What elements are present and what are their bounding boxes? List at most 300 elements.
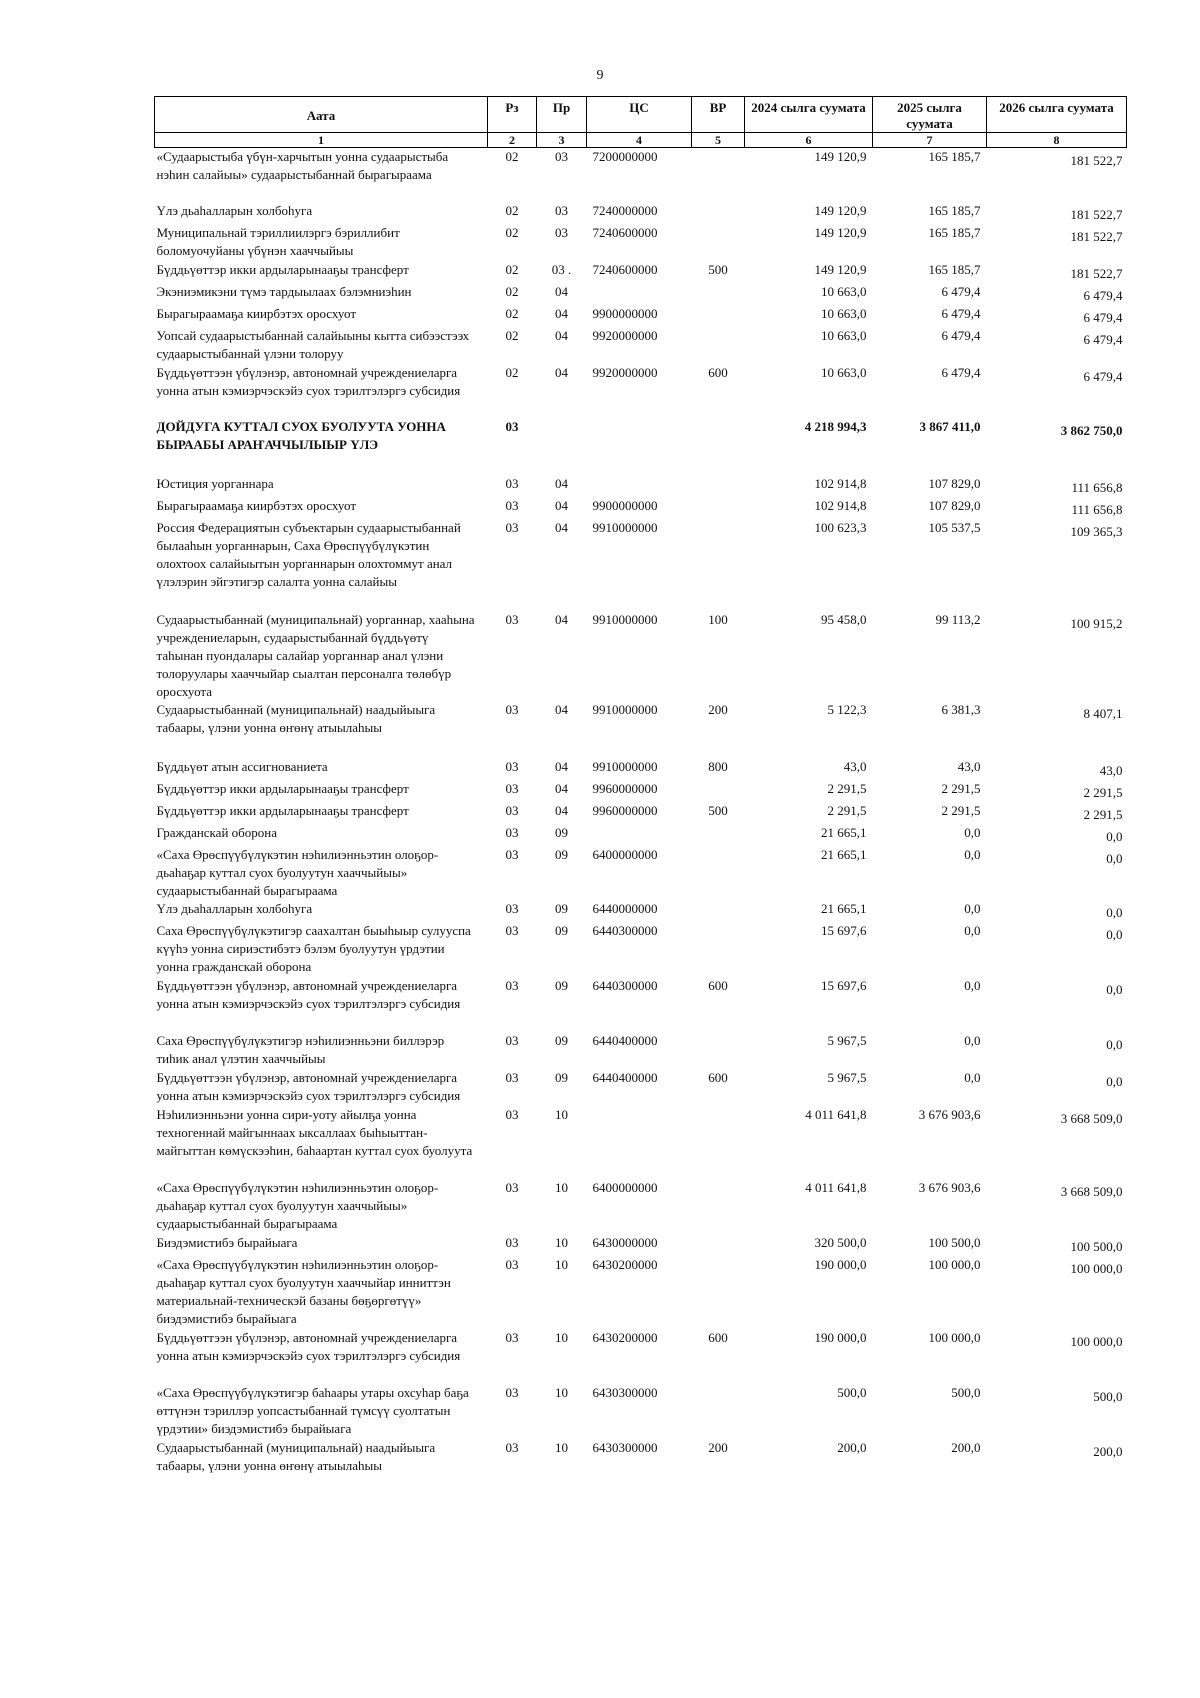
row-value-2025: 165 185,7	[928, 149, 981, 164]
row-value-2025: 500,0	[951, 1384, 981, 1400]
row-cs: 9960000000	[592, 802, 658, 818]
row-pr: 09	[555, 922, 568, 938]
table-row	[155, 1439, 1127, 1496]
row-name: Үлэ дьаһалларын холбоһуга	[156, 900, 313, 916]
column-number-row	[155, 133, 1127, 148]
row-value-2024: 4 218 994,3	[804, 418, 867, 434]
row-value-2024: 320 500,0	[814, 1234, 867, 1250]
row-value-2025: 100 000,0	[928, 1256, 981, 1272]
row-rz: 03	[505, 1329, 519, 1345]
row-name: Саха Өрөспүүбүлүкэтигэр саахалтан быыһыыр сулууспа күүһэ уонна сириэстибэтэ бэлэм буолуутун үрдэтии уонна гражданскай оборона	[156, 922, 471, 974]
row-value-2025: 0,0	[964, 922, 981, 938]
row-name: Бүддьүөттээн үбүлэнэр, автономнай учреждениеларга уонна атын кэмиэрчэскэйэ суох тэрилтэлэргэ субсидия	[156, 1069, 461, 1103]
row-value-2025: 100 000,0	[928, 1329, 981, 1345]
row-value-2025: 6 479,4	[941, 364, 981, 380]
row-value-2024: 10 663,0	[821, 364, 867, 380]
column-number: 6	[745, 133, 873, 148]
row-vr: 500	[708, 802, 728, 818]
row-cs: 6400000000	[592, 846, 658, 862]
column-number: 4	[587, 133, 692, 148]
row-value-2026: 111 656,8	[1071, 479, 1123, 495]
row-value-2026: 500,0	[1093, 1388, 1123, 1404]
row-value-2025: 6 479,4	[941, 327, 981, 343]
row-rz: 03	[505, 780, 519, 796]
row-pr: 10	[555, 1179, 568, 1195]
row-pr: 03	[555, 149, 568, 164]
row-pr: 04	[555, 611, 568, 627]
row-value-2025: 200,0	[951, 1439, 981, 1455]
row-rz: 03	[505, 846, 519, 862]
header-2024: 2024 сылга суумата	[745, 97, 873, 133]
row-cs: 6440000000	[592, 900, 658, 916]
row-rz: 03	[505, 519, 519, 535]
row-pr: 04	[555, 497, 568, 513]
row-value-2026: 109 365,3	[1070, 523, 1123, 539]
row-pr: 10	[555, 1439, 568, 1455]
row-value-2026: 6 479,4	[1083, 331, 1123, 347]
row-cs: 6440300000	[592, 922, 658, 938]
row-pr: 09	[555, 1069, 568, 1085]
row-vr	[692, 148, 745, 202]
row-name: Юстиция уорганнара	[156, 475, 274, 491]
row-value-2025: 3 676 903,6	[918, 1106, 981, 1122]
row-value-2026: 3 862 750,0	[1060, 422, 1123, 438]
budget-table-wrapper	[154, 96, 1126, 1496]
row-cs: 6440300000	[592, 977, 658, 993]
row-rz: 03	[505, 922, 519, 938]
row-vr	[692, 305, 745, 327]
row-pr: 04	[555, 780, 568, 796]
table-row	[155, 1179, 1127, 1234]
table-row	[155, 1069, 1127, 1106]
row-rz: 03	[505, 824, 519, 840]
row-value-2026: 200,0	[1093, 1443, 1123, 1459]
column-number: 2	[488, 133, 537, 148]
row-rz: 03	[505, 1032, 519, 1048]
row-rz: 03	[505, 1234, 519, 1250]
row-name: Уопсай судаарыстыбаннай салайыыны кытта сибээстээх судаарыстыбаннай үлэни толоруу	[156, 327, 470, 361]
row-pr: 09	[555, 824, 568, 840]
row-value-2025: 3 676 903,6	[918, 1179, 981, 1195]
row-name: «Саха Өрөспүүбүлүкэтин нэһилиэнньэтин олоҕор-дьаһаҕар куттал суох буолуутун хааччыйар инниттэн материальнай-техническэй базаны бөҕөргөтүү» биэдэмистибэ бырайыага	[156, 1256, 451, 1326]
row-value-2024: 500,0	[837, 1384, 867, 1400]
row-vr: 800	[708, 758, 728, 774]
row-rz: 03	[505, 802, 519, 818]
row-pr: 04	[555, 327, 568, 343]
table-row	[155, 758, 1127, 780]
header-2025: 2025 сылга суумата	[873, 97, 987, 133]
header-vr: ВР	[692, 97, 745, 133]
row-value-2026: 100 915,2	[1070, 615, 1123, 631]
row-vr	[692, 202, 745, 224]
row-value-2026: 3 668 509,0	[1060, 1110, 1123, 1126]
row-value-2026: 2 291,5	[1083, 784, 1123, 800]
row-pr: 04	[555, 519, 568, 535]
row-rz: 03	[505, 1069, 519, 1085]
table-row	[155, 824, 1127, 846]
row-vr	[692, 1256, 745, 1329]
row-cs: 6440400000	[592, 1069, 658, 1085]
row-cs	[587, 283, 692, 305]
row-vr	[692, 1179, 745, 1234]
row-value-2025: 3 867 411,0	[919, 418, 981, 434]
header-pr: Пр	[537, 97, 587, 133]
row-name: Судаарыстыбаннай (муниципальнай) наадыйыыга табаары, үлэни уонна өҥөнү атыылаһыы	[156, 1439, 436, 1473]
row-value-2026: 2 291,5	[1083, 806, 1123, 822]
row-pr: 10	[555, 1106, 568, 1122]
row-value-2024: 10 663,0	[821, 283, 867, 299]
row-value-2024: 21 665,1	[821, 824, 867, 840]
row-value-2025: 2 291,5	[941, 802, 981, 818]
row-value-2024: 190 000,0	[814, 1329, 867, 1345]
table-row	[155, 1106, 1127, 1179]
row-value-2026: 181 522,7	[1070, 228, 1123, 244]
row-name: Бүддьүөттэр икки ардыларынааҕы трансферт	[156, 802, 409, 818]
row-cs: 7240000000	[592, 202, 658, 218]
table-row	[155, 977, 1127, 1032]
row-vr	[692, 497, 745, 519]
row-vr	[692, 1032, 745, 1069]
row-value-2026: 3 668 509,0	[1060, 1183, 1123, 1199]
row-value-2025: 0,0	[964, 1032, 981, 1048]
row-pr: 04	[555, 283, 568, 299]
row-value-2024: 5 967,5	[827, 1069, 867, 1085]
row-vr	[692, 1234, 745, 1256]
row-name: «Судаарыстыба үбүн-харчытын уонна судаарыстыба нэһин салайыы» судаарыстыбаннай бырагыраама	[156, 149, 449, 182]
row-value-2025: 0,0	[964, 977, 981, 993]
row-value-2025: 107 829,0	[928, 497, 981, 513]
row-vr	[692, 475, 745, 497]
row-pr	[537, 418, 587, 475]
row-value-2026: 0,0	[1106, 904, 1123, 920]
row-vr	[692, 846, 745, 900]
header-row	[155, 97, 1127, 133]
row-rz: 03	[505, 1106, 519, 1122]
row-value-2026: 6 479,4	[1083, 368, 1123, 384]
row-vr: 600	[708, 977, 728, 993]
row-value-2024: 4 011 641,8	[805, 1179, 867, 1195]
row-value-2026: 100 000,0	[1070, 1260, 1123, 1276]
row-cs: 9960000000	[592, 780, 658, 796]
row-pr: 03 .	[551, 261, 572, 277]
row-name: Россия Федерациятын субъектарын судаарыстыбаннай былааһын уорганнарын, Саха Өрөспүүбүлүкэтин олохтоох салайыытын уорганнарын олохтоммут анал үлэлэрин эйгэтигэр салалта уонна салайыы	[156, 519, 461, 589]
row-rz: 03	[505, 611, 519, 627]
table-row	[155, 475, 1127, 497]
table-row	[155, 611, 1127, 701]
table-row	[155, 261, 1127, 283]
row-pr: 10	[555, 1256, 568, 1272]
row-vr: 200	[708, 1439, 728, 1455]
row-name: Саха Өрөспүүбүлүкэтигэр нэһилиэнньэни биллэрэр тиһик анал үлэтин хааччыйыы	[156, 1032, 445, 1066]
row-name: ДОЙДУГА КУТТАЛ СУОХ БУОЛУУТА УОННА БЫРААБЫ АРАҤАЧЧЫЛЫЫР ҮЛЭ	[156, 418, 446, 452]
row-value-2025: 6 479,4	[941, 305, 981, 321]
row-value-2024: 21 665,1	[821, 900, 867, 916]
row-cs: 9900000000	[592, 497, 658, 513]
row-value-2024: 5 967,5	[827, 1032, 867, 1048]
budget-table	[154, 96, 1127, 1496]
table-row	[155, 1329, 1127, 1384]
row-value-2025: 105 537,5	[928, 519, 981, 535]
row-cs: 6430300000	[592, 1384, 658, 1400]
row-value-2024: 102 914,8	[814, 497, 867, 513]
row-name: Бүддьүөттэр икки ардыларынааҕы трансферт	[156, 780, 409, 796]
table-row	[155, 1234, 1127, 1256]
row-vr	[692, 824, 745, 846]
row-vr	[692, 224, 745, 261]
row-rz: 03	[505, 475, 519, 491]
row-pr: 10	[555, 1329, 568, 1345]
row-vr: 200	[708, 701, 728, 717]
row-name: Бүддьүөттээн үбүлэнэр, автономнай учреждениеларга уонна атын кэмиэрчэскэйэ суох тэрилтэлэргэ субсидия	[156, 1329, 461, 1363]
row-vr: 600	[708, 364, 728, 380]
row-vr	[692, 327, 745, 364]
row-value-2024: 43,0	[843, 758, 867, 774]
row-cs	[587, 475, 692, 497]
row-cs: 6430200000	[592, 1329, 658, 1345]
row-pr: 04	[555, 364, 568, 380]
table-row	[155, 1384, 1127, 1439]
row-value-2026: 8 407,1	[1083, 705, 1123, 721]
table-row	[155, 780, 1127, 802]
table-row	[155, 202, 1127, 224]
header-2026: 2026 сылга суумата	[987, 97, 1127, 133]
table-row	[155, 802, 1127, 824]
table-row	[155, 497, 1127, 519]
row-value-2026: 0,0	[1106, 1036, 1123, 1052]
row-name: Судаарыстыбаннай (муниципальнай) наадыйыыга табаары, үлэни уонна өҥөнү атыылаһыы	[156, 701, 436, 735]
row-cs: 7240600000	[592, 261, 658, 277]
row-vr	[692, 1106, 745, 1179]
row-value-2026: 0,0	[1106, 1073, 1123, 1089]
column-number: 3	[537, 133, 587, 148]
row-name: «Саха Өрөспүүбүлүкэтин нэһилиэнньэтин олоҕор-дьаһаҕар куттал суох буолуутун хааччыйыы» судаарыстыбаннай бырагыраама	[156, 846, 439, 898]
row-value-2026: 181 522,7	[1070, 265, 1123, 281]
row-cs: 6430200000	[592, 1256, 658, 1272]
row-name: Бырагыраамаҕа киирбэтэх оросхуот	[156, 497, 357, 513]
row-value-2026: 100 000,0	[1070, 1333, 1123, 1349]
row-rz: 02	[505, 224, 519, 240]
row-cs: 6400000000	[592, 1179, 658, 1195]
row-name: Бүддьүөттээн үбүлэнэр, автономнай учреждениеларга уонна атын кэмиэрчэскэйэ суох тэрилтэлэргэ субсидия	[156, 364, 461, 398]
row-value-2025: 6 381,3	[941, 701, 981, 717]
row-vr	[692, 922, 745, 977]
column-number: 5	[692, 133, 745, 148]
row-cs: 9910000000	[592, 701, 658, 717]
row-value-2025: 165 185,7	[928, 261, 981, 277]
row-name: Муниципальнай тэриллиилэргэ бэриллибит боломуочуйаны үбүнэн хааччыйыы	[156, 224, 400, 258]
row-cs	[587, 1106, 692, 1179]
row-value-2026: 6 479,4	[1083, 309, 1123, 325]
row-value-2025: 0,0	[964, 1069, 981, 1085]
row-value-2024: 100 623,3	[814, 519, 867, 535]
row-cs: 7240600000	[592, 224, 658, 240]
row-value-2024: 15 697,6	[821, 977, 867, 993]
row-pr: 10	[555, 1234, 568, 1250]
row-cs: 6440400000	[592, 1032, 658, 1048]
row-pr: 09	[555, 846, 568, 862]
row-value-2025: 0,0	[964, 900, 981, 916]
row-value-2025: 107 829,0	[928, 475, 981, 491]
row-value-2025: 0,0	[964, 846, 981, 862]
row-rz: 02	[505, 305, 519, 321]
row-value-2024: 102 914,8	[814, 475, 867, 491]
row-rz: 02	[505, 261, 519, 277]
row-pr: 10	[555, 1384, 568, 1400]
row-name: Биэдэмистибэ бырайыага	[156, 1234, 298, 1250]
table-body	[155, 148, 1127, 1496]
row-pr: 04	[555, 802, 568, 818]
row-name: «Саха Өрөспүүбүлүкэтин нэһилиэнньэтин олоҕор-дьаһаҕар куттал суох буолуутун хааччыйыы» судаарыстыбаннай бырагыраама	[156, 1179, 439, 1231]
row-name: Экэниэмикэни түмэ тардыылаах бэлэмниэһин	[156, 283, 412, 299]
row-cs	[587, 824, 692, 846]
table-row	[155, 224, 1127, 261]
table-row	[155, 364, 1127, 418]
column-number: 8	[987, 133, 1127, 148]
row-value-2026: 0,0	[1106, 850, 1123, 866]
row-rz: 03	[505, 1439, 519, 1455]
row-value-2024: 21 665,1	[821, 846, 867, 862]
row-name: Бүддьүөттээн үбүлэнэр, автономнай учреждениеларга уонна атын кэмиэрчэскэйэ суох тэрилтэлэргэ субсидия	[156, 977, 461, 1011]
row-value-2024: 200,0	[837, 1439, 867, 1455]
row-vr	[692, 519, 745, 611]
row-cs: 9920000000	[592, 327, 658, 343]
row-pr: 04	[555, 701, 568, 717]
header-name: Аата	[155, 97, 488, 133]
row-cs: 7200000000	[592, 149, 658, 164]
row-value-2025: 2 291,5	[941, 780, 981, 796]
row-value-2026: 43,0	[1099, 762, 1123, 778]
row-value-2026: 181 522,7	[1070, 206, 1123, 222]
row-vr: 600	[708, 1329, 728, 1345]
row-name: Үлэ дьаһалларын холбоһуга	[156, 202, 313, 218]
column-number: 7	[873, 133, 987, 148]
row-rz: 03	[505, 1384, 519, 1400]
table-row	[155, 922, 1127, 977]
table-row	[155, 519, 1127, 611]
row-value-2025: 99 113,2	[935, 611, 981, 627]
row-value-2024: 149 120,9	[814, 149, 867, 164]
row-value-2024: 149 120,9	[814, 202, 867, 218]
row-name: Бүддьүөт атын ассигнованиета	[156, 758, 328, 774]
row-value-2024: 10 663,0	[821, 327, 867, 343]
row-rz: 02	[505, 327, 519, 343]
table-row	[155, 327, 1127, 364]
row-rz: 03	[505, 900, 519, 916]
row-value-2026: 100 500,0	[1070, 1238, 1123, 1254]
row-value-2025: 165 185,7	[928, 224, 981, 240]
row-rz: 03	[505, 977, 519, 993]
row-value-2026: 181 522,7	[1070, 153, 1123, 168]
row-vr: 600	[708, 1069, 728, 1085]
row-cs: 9910000000	[592, 758, 658, 774]
row-name: Бырагыраамаҕа киирбэтэх оросхуот	[156, 305, 357, 321]
row-pr: 04	[555, 305, 568, 321]
row-value-2024: 2 291,5	[827, 780, 867, 796]
row-rz: 03	[505, 1179, 519, 1195]
header-cs: ЦС	[587, 97, 692, 133]
row-rz: 02	[505, 202, 519, 218]
row-name: «Саха Өрөспүүбүлүкэтигэр баһаары утары охсуһар баҕа өттүнэн тэриллэр уопсастыбаннай түмсүү суолтатын үрдэтии» биэдэмистибэ бырайыага	[156, 1384, 469, 1436]
row-value-2025: 100 500,0	[928, 1234, 981, 1250]
row-value-2026: 0,0	[1106, 926, 1123, 942]
row-rz: 03	[505, 418, 519, 434]
row-pr: 09	[555, 900, 568, 916]
row-vr	[692, 780, 745, 802]
row-vr	[692, 418, 745, 475]
row-rz: 03	[505, 1256, 519, 1272]
row-value-2024: 5 122,3	[827, 701, 867, 717]
page-number: 9	[596, 68, 604, 83]
row-value-2025: 6 479,4	[941, 283, 981, 299]
row-rz: 02	[505, 149, 519, 164]
row-vr	[692, 1384, 745, 1439]
row-value-2024: 95 458,0	[821, 611, 867, 627]
table-row	[155, 305, 1127, 327]
row-pr: 03	[555, 224, 568, 240]
row-value-2024: 149 120,9	[814, 224, 867, 240]
row-pr: 09	[555, 977, 568, 993]
row-value-2024: 4 011 641,8	[805, 1106, 867, 1122]
row-cs: 9900000000	[592, 305, 658, 321]
column-number: 1	[155, 133, 488, 148]
row-value-2024: 2 291,5	[827, 802, 867, 818]
row-pr: 04	[555, 758, 568, 774]
table-row	[155, 900, 1127, 922]
row-rz: 03	[505, 497, 519, 513]
row-value-2024: 190 000,0	[814, 1256, 867, 1272]
row-value-2024: 10 663,0	[821, 305, 867, 321]
table-row	[155, 1256, 1127, 1329]
row-rz: 03	[505, 701, 519, 717]
table-row	[155, 148, 1127, 202]
row-value-2025: 0,0	[964, 824, 981, 840]
row-rz: 03	[505, 758, 519, 774]
row-name: Гражданскай оборона	[156, 824, 277, 840]
row-rz: 02	[505, 283, 519, 299]
row-vr	[692, 283, 745, 305]
table-row	[155, 283, 1127, 305]
row-value-2026: 6 479,4	[1083, 287, 1123, 303]
row-rz: 02	[505, 364, 519, 380]
row-value-2026: 0,0	[1106, 981, 1123, 997]
row-pr: 09	[555, 1032, 568, 1048]
row-cs	[587, 418, 692, 475]
row-vr: 100	[708, 611, 728, 627]
row-pr: 04	[555, 475, 568, 491]
row-cs: 6430000000	[592, 1234, 658, 1250]
table-row	[155, 1032, 1127, 1069]
row-value-2024: 149 120,9	[814, 261, 867, 277]
row-pr: 03	[555, 202, 568, 218]
table-row	[155, 418, 1127, 475]
header-rz: Рз	[488, 97, 537, 133]
row-name: Судаарыстыбаннай (муниципальнай) уорганнар, хааһына учреждениеларын, судаарыстыбаннай бүддьүөтү таһынан пуондалары салайар уорганнар анал үлэни толоруулары хааччыйар сыалтан персоналга төлөбүр оросхуота	[156, 611, 475, 699]
row-name: Нэһилиэнньэни уонна сири-уоту айылҕа уонна техногеннай майгыннаах ыксаллаах быһыыттан-майгыттан көмүскээһин, баһаартан куттал суох буолуута	[156, 1106, 473, 1158]
row-vr	[692, 900, 745, 922]
row-cs: 9910000000	[592, 519, 658, 535]
row-cs: 6430300000	[592, 1439, 658, 1455]
row-vr: 500	[708, 261, 728, 277]
row-value-2024: 15 697,6	[821, 922, 867, 938]
row-value-2026: 0,0	[1106, 828, 1123, 844]
row-value-2026: 111 656,8	[1071, 501, 1123, 517]
row-value-2025: 43,0	[957, 758, 981, 774]
table-row	[155, 701, 1127, 758]
row-value-2025: 165 185,7	[928, 202, 981, 218]
row-cs: 9910000000	[592, 611, 658, 627]
table-row	[155, 846, 1127, 900]
row-name: Бүддьүөттэр икки ардыларынааҕы трансферт	[156, 261, 409, 277]
